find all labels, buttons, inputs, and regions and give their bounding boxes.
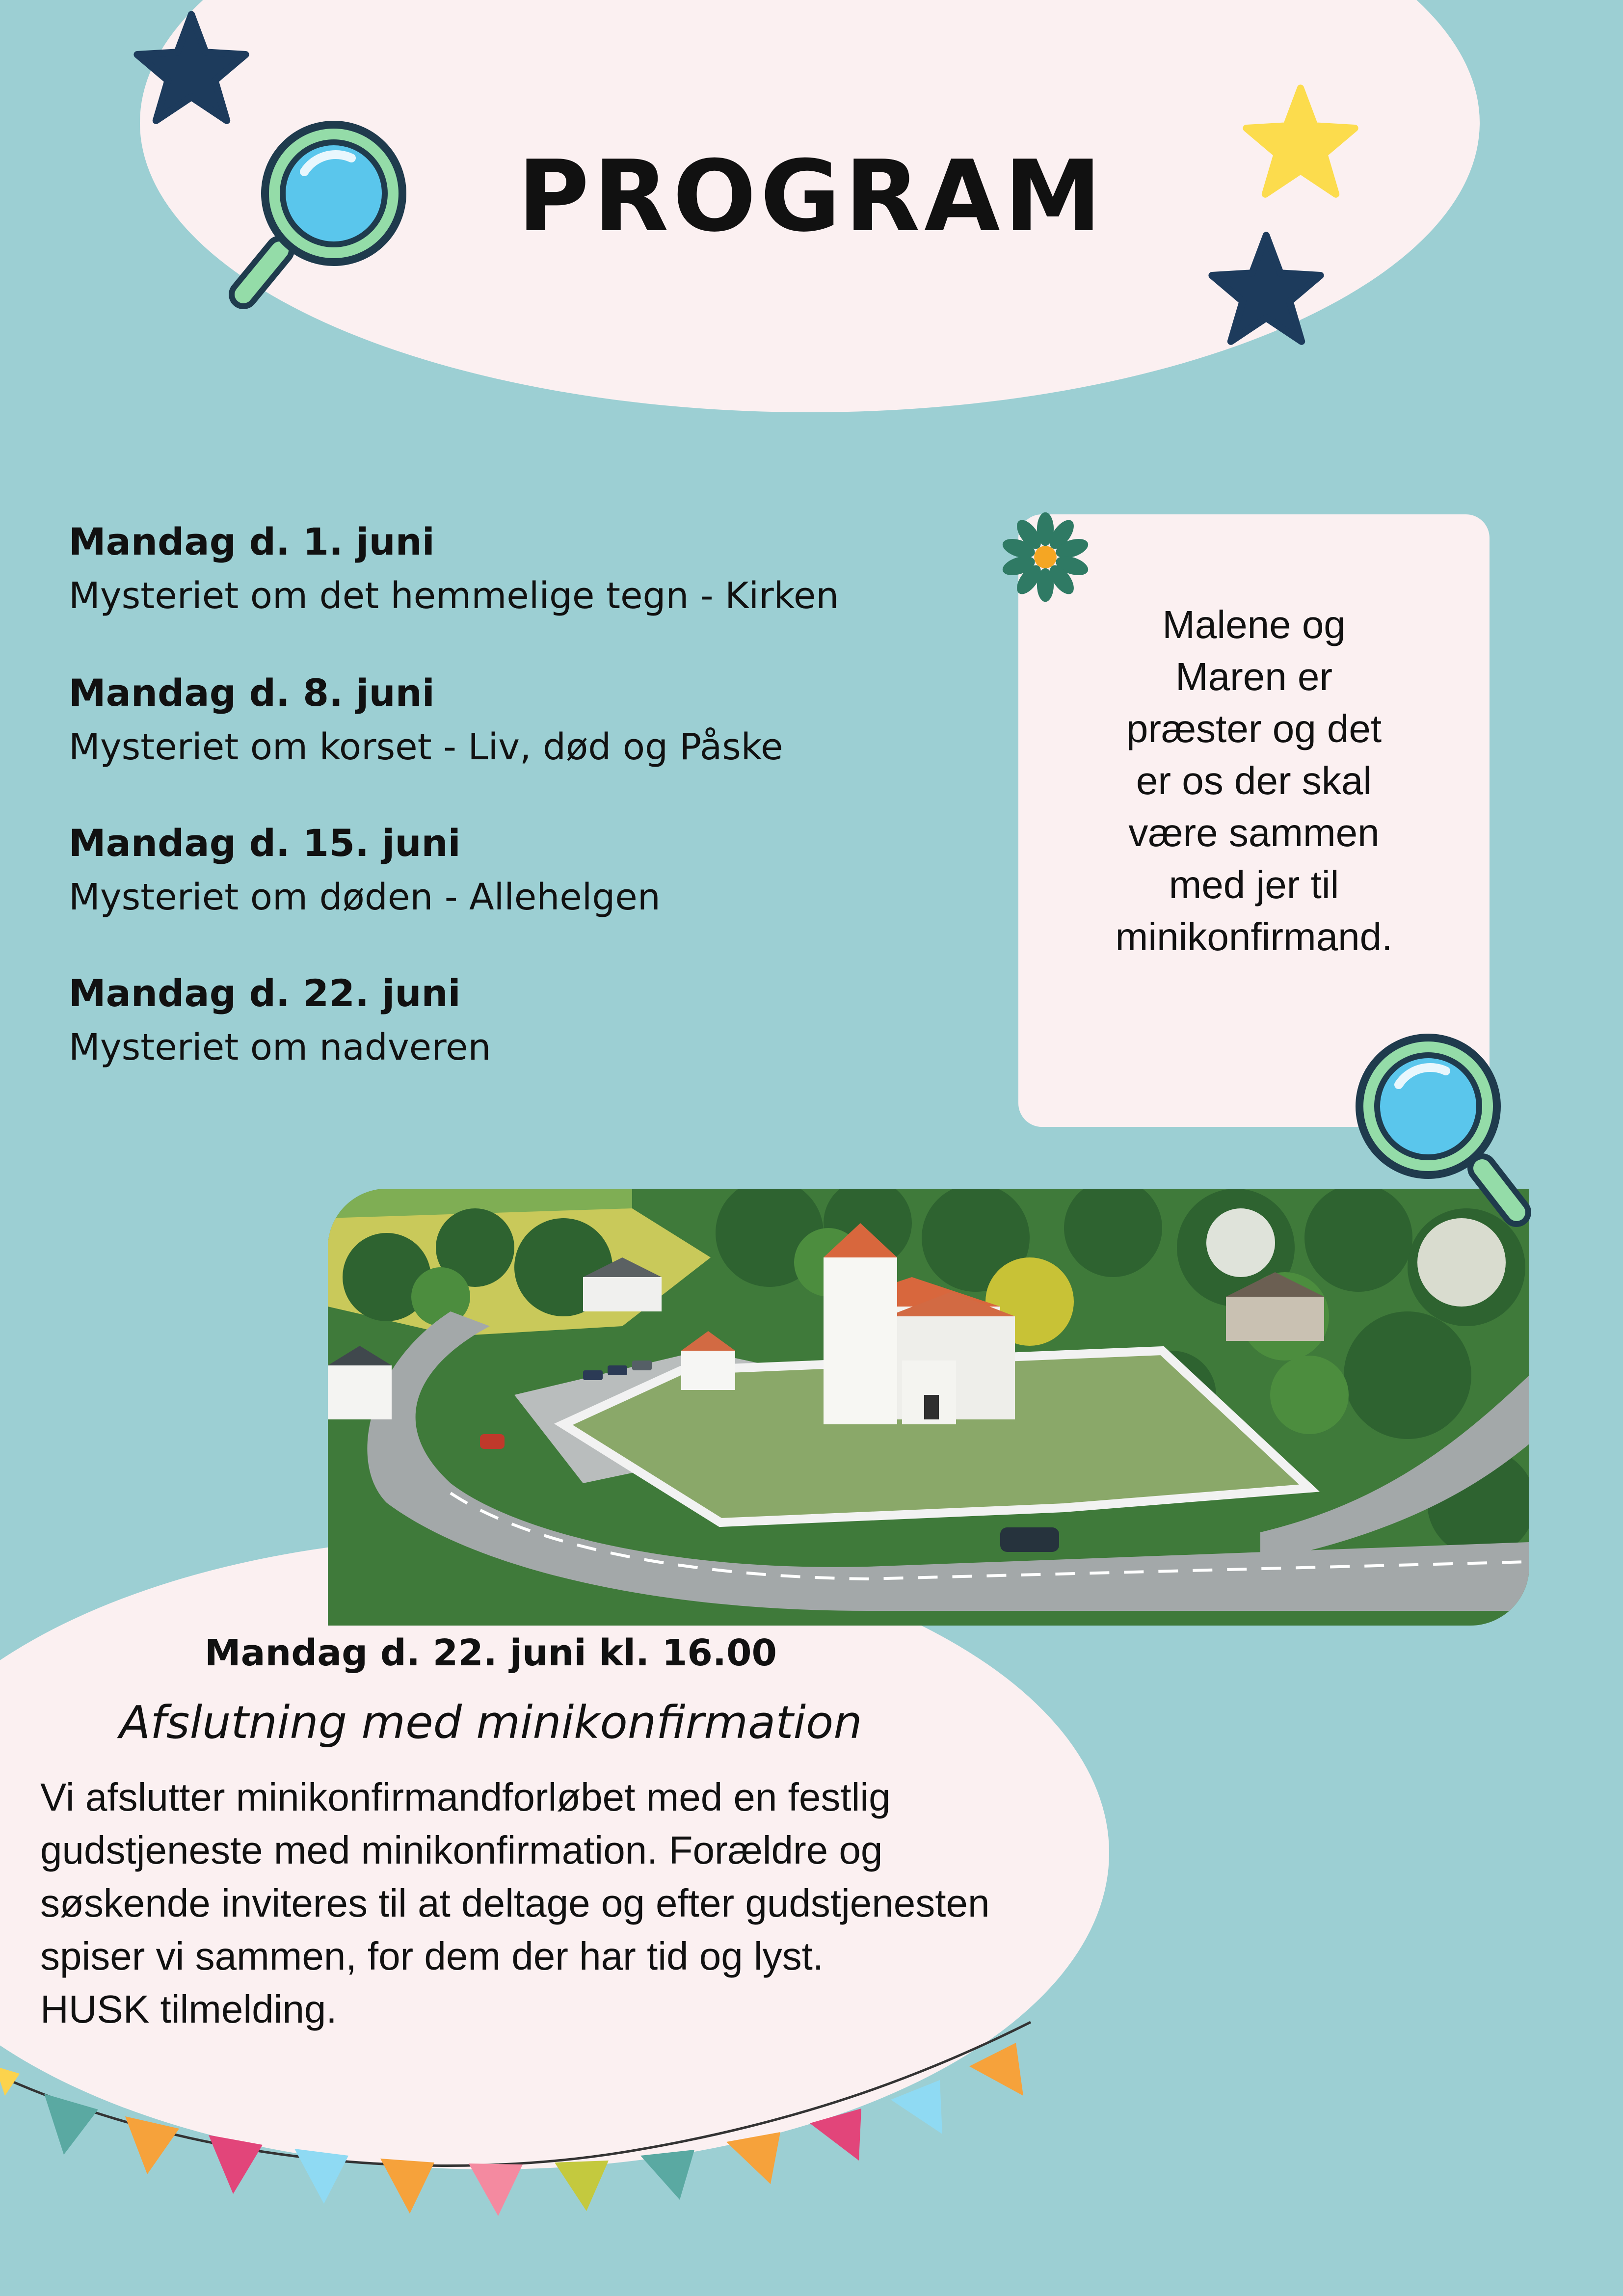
program-description: Mysteriet om døden - Allehelgen bbox=[69, 876, 661, 918]
church-illustration bbox=[328, 1189, 1529, 1626]
bunting-flag-icon bbox=[810, 2109, 861, 2161]
finale-body-line: HUSK tilmelding. bbox=[40, 1987, 337, 2031]
finale-body-line: søskende inviteres til at deltage og efter gudstjenesten bbox=[40, 1881, 990, 1925]
bunting-flag-icon bbox=[726, 2132, 780, 2184]
finale-body-line: gudstjeneste med minikonfirmation. Forældre og bbox=[40, 1828, 883, 1872]
bunting-flag-icon bbox=[969, 2043, 1023, 2096]
bunting-flag-icon bbox=[640, 2150, 694, 2200]
program-description: Mysteriet om det hemmelige tegn - Kirken bbox=[69, 575, 839, 617]
info-line: Maren er bbox=[1175, 655, 1333, 698]
finale-date: Mandag d. 22. juni kl. 16.00 bbox=[205, 1632, 777, 1674]
info-line: minikonfirmand. bbox=[1115, 915, 1393, 959]
page-title: PROGRAM bbox=[517, 139, 1106, 254]
flower-icon bbox=[999, 510, 1092, 604]
bunting-flag-icon bbox=[209, 2135, 263, 2194]
bunting-flag-icon bbox=[891, 2080, 942, 2134]
program-description: Mysteriet om nadveren bbox=[69, 1026, 491, 1068]
finale-body bbox=[40, 1771, 1071, 2036]
finale-title: Afslutning med minikonfirmation bbox=[119, 1696, 862, 1749]
info-line: Malene og bbox=[1162, 603, 1346, 646]
info-line: er os der skal bbox=[1136, 759, 1372, 802]
program-date: Mandag d. 1. juni bbox=[69, 520, 435, 563]
program-item bbox=[69, 514, 1001, 622]
bunting-flag-icon bbox=[380, 2159, 434, 2214]
finale-body-line: Vi afslutter minikonfirmandforløbet med en festlig bbox=[40, 1775, 891, 1819]
bunting-flag-icon bbox=[44, 2094, 98, 2155]
info-line: med jer til bbox=[1169, 863, 1339, 907]
program-item bbox=[69, 966, 1001, 1074]
bunting-flag-icon bbox=[555, 2161, 609, 2211]
info-line: præster og det bbox=[1126, 707, 1382, 750]
finale-body-line: spiser vi sammen, for dem der har tid og lyst. bbox=[40, 1934, 824, 1978]
bunting-flag-icon bbox=[294, 2149, 348, 2204]
program-date: Mandag d. 22. juni bbox=[69, 971, 461, 1015]
program-date: Mandag d. 15. juni bbox=[69, 821, 461, 865]
bunting-flag-icon bbox=[0, 2066, 20, 2096]
bunting-flag-icon bbox=[469, 2163, 523, 2216]
program-date: Mandag d. 8. juni bbox=[69, 671, 435, 715]
bunting-flag-icon bbox=[125, 2116, 179, 2174]
info-line: være sammen bbox=[1128, 811, 1380, 854]
program-description: Mysteriet om korset - Liv, død og Påske bbox=[69, 726, 783, 768]
bunting-garland bbox=[0, 2012, 1040, 2248]
program-item bbox=[69, 816, 1001, 924]
program-item bbox=[69, 666, 1001, 774]
star-icon bbox=[133, 10, 250, 128]
magnifier-icon bbox=[1335, 1026, 1531, 1232]
info-card-text bbox=[1026, 599, 1482, 963]
church-aerial-photo bbox=[328, 1189, 1529, 1626]
